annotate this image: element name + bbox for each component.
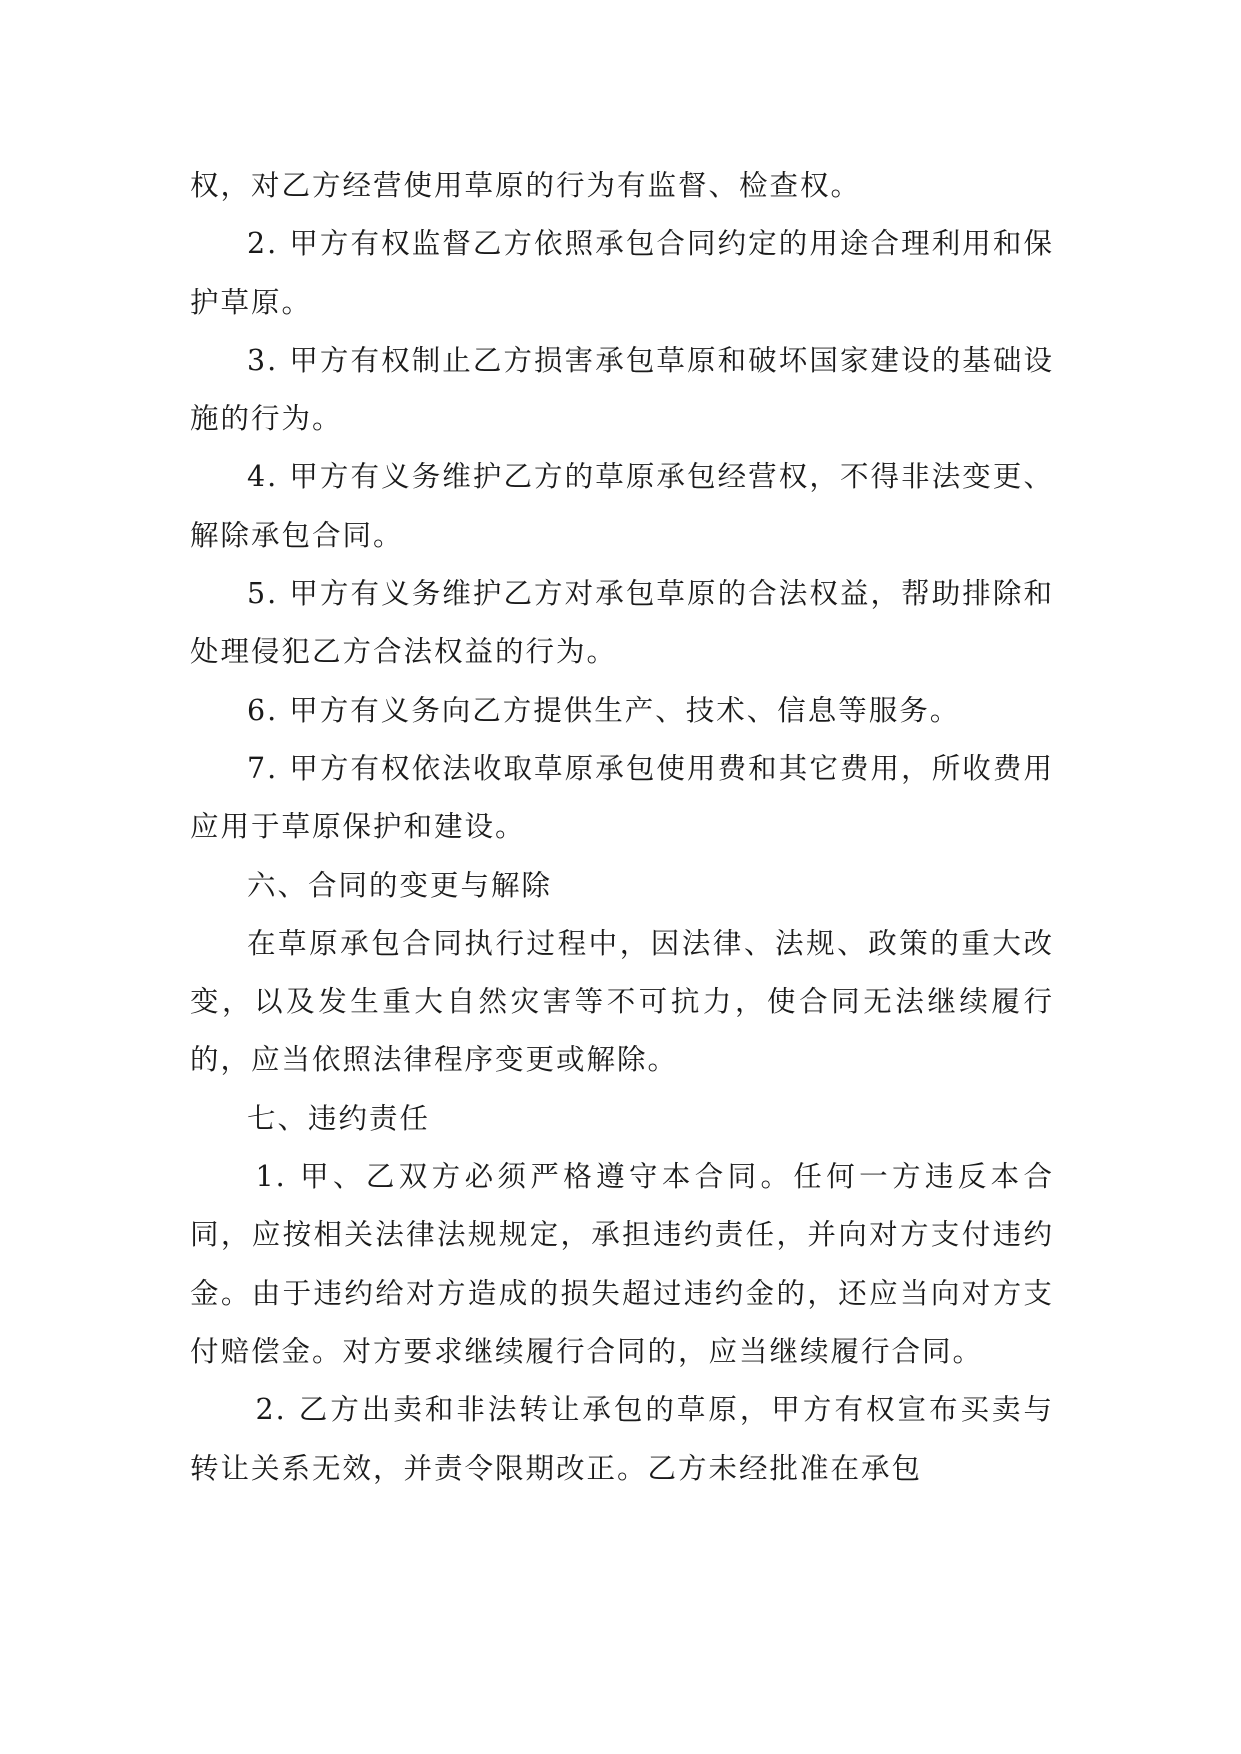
- paragraph-section-6-body: 在草原承包合同执行过程中，因法律、法规、政策的重大改变，以及发生重大自然灾害等不可抗力，使合同无法继续履行的，应当依照法律程序变更或解除。: [190, 926, 1054, 1077]
- paragraph-clause-5-5: 5. 甲方有义务维护乙方对承包草原的合法权益，帮助排除和处理侵犯乙方合法权益的行为。: [190, 577, 1054, 669]
- paragraph-clause-5-4: 4. 甲方有义务维护乙方的草原承包经营权，不得非法变更、解除承包合同。: [190, 460, 1054, 552]
- paragraph-clause-7-2: 2. 乙方出卖和非法转让承包的草原，甲方有权宣布买卖与转让关系无效，并责令限期改正。乙方未经批准在承包: [190, 1393, 1054, 1485]
- paragraph-clause-5-6: 6. 甲方有义务向乙方提供生产、技术、信息等服务。: [247, 693, 961, 727]
- paragraph-clause-5-3: 3. 甲方有权制止乙方损害承包草原和破坏国家建设的基础设施的行为。: [190, 343, 1054, 436]
- document-body: [190, 157, 1054, 1498]
- paragraph-clause-7-1: 1. 甲、乙双方必须严格遵守本合同。任何一方违反本合同，应按相关法律法规规定，承担违约责任，并向对方支付违约金。由于违约给对方造成的损失超过违约金的，还应当向对方支付赔偿金。对方要求继续履行合同的，应当继续履行合同。: [190, 1160, 1054, 1368]
- section-heading-6: 六、合同的变更与解除: [247, 868, 553, 902]
- paragraph-continued-rights: 权，对乙方经营使用草原的行为有监督、检查权。: [190, 169, 862, 202]
- paragraph-clause-5-7: 7. 甲方有权依法收取草原承包使用费和其它费用，所收费用应用于草原保护和建设。: [190, 751, 1054, 844]
- paragraph-clause-5-2: 2. 甲方有权监督乙方依照承包合同约定的用途合理利用和保护草原。: [190, 227, 1054, 319]
- section-heading-7: 七、违约责任: [247, 1101, 431, 1135]
